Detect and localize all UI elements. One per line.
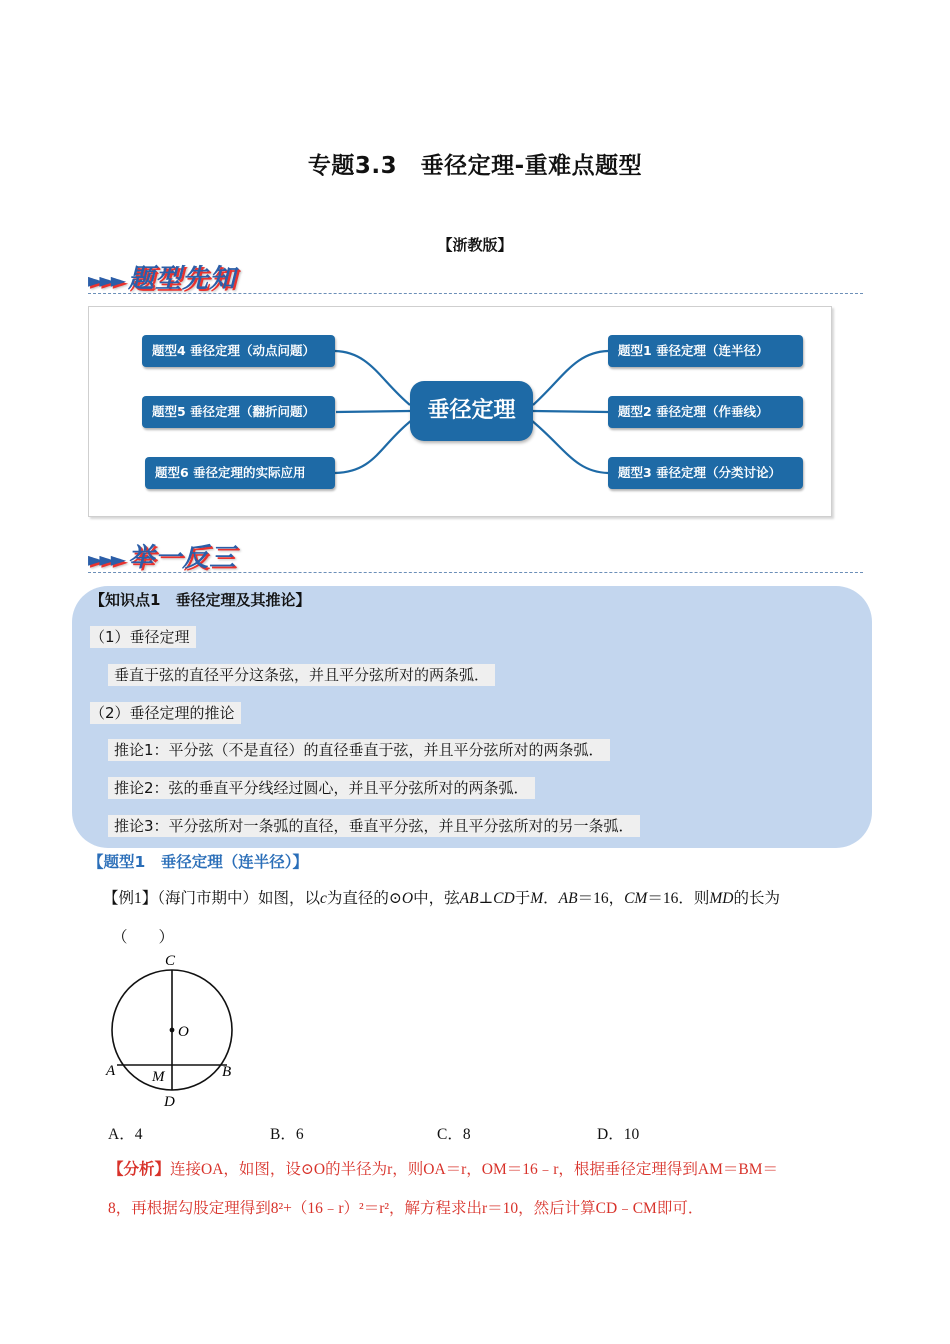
connector-left-2 — [336, 411, 410, 412]
mindmap-node-type5: 题型5 垂径定理（翻折问题） — [142, 396, 335, 428]
line2-text: 推论1：平分弦（不是直径）的直径垂直于弦，并且平分弦所对的两条弧． — [108, 739, 610, 761]
q-var: CD — [493, 890, 515, 907]
divider — [88, 572, 863, 573]
knowledge-line1 — [108, 664, 495, 685]
triple-arrow-icon: ►►► — [88, 547, 123, 571]
line3-text: 推论2：弦的垂直平分线经过圆心，并且平分弦所对的两条弧． — [108, 777, 535, 799]
connector-left-1 — [335, 351, 410, 405]
mindmap-center: 垂径定理 — [410, 381, 533, 441]
option-b: B．6 — [270, 1126, 304, 1143]
q-var: AB — [558, 890, 578, 907]
knowledge-heading: 【知识点1 垂径定理及其推论】 — [90, 591, 311, 609]
q-var: CM — [624, 890, 648, 907]
sub2-text: （2）垂径定理的推论 — [90, 702, 241, 724]
edition-label: 【浙教版】 — [437, 236, 513, 254]
mindmap-node-type4: 题型4 垂径定理（动点问题） — [142, 335, 335, 367]
page-title: 专题3.3 垂径定理-重难点题型 — [307, 153, 643, 179]
mindmap-node-type2: 题型2 垂径定理（作垂线） — [608, 396, 803, 428]
analysis-line1 — [108, 1157, 778, 1179]
analysis-text-1: 连接OA，如图，设⊙O的半径为r，则OA＝r，OM＝16﹣r，根据垂径定理得到AM＝BM＝ — [170, 1161, 779, 1178]
q-part: ＝16．则 — [647, 890, 710, 907]
section-banner-examples — [88, 537, 236, 574]
knowledge-sub2 — [90, 702, 241, 723]
mindmap-node-type6: 题型6 垂径定理的实际应用 — [145, 457, 335, 489]
triple-arrow-icon: ►►► — [88, 268, 123, 292]
label-O: O — [178, 1024, 189, 1040]
label-M: M — [152, 1069, 165, 1085]
option-a: A．4 — [108, 1126, 143, 1143]
example1-question — [103, 886, 873, 908]
q-var: M — [530, 890, 544, 907]
type1-heading: 【题型1 垂径定理（连半径）】 — [88, 853, 309, 871]
q-var: MD — [709, 890, 734, 907]
line1-text: 垂直于弦的直径平分这条弦，并且平分弦所对的两条弧． — [108, 664, 495, 686]
circle-figure — [100, 948, 250, 1113]
q-part: ． — [543, 890, 559, 907]
q-part: 中，弦 — [413, 890, 460, 907]
answer-paren: （ ） — [112, 929, 175, 946]
knowledge-line2 — [108, 739, 610, 760]
banner-text: 举一反三 — [128, 543, 237, 573]
knowledge-line4 — [108, 815, 640, 836]
connector-right-1 — [533, 351, 608, 405]
mindmap-node-type3: 题型3 垂径定理（分类讨论） — [608, 457, 803, 489]
line4-text: 推论3：平分弦所对一条弧的直径，垂直平分弦，并且平分弦所对的另一条弧． — [108, 815, 640, 837]
connector-right-2 — [533, 411, 608, 412]
analysis-label: 【分析】 — [108, 1161, 171, 1178]
q-var: AB — [459, 890, 479, 907]
connector-right-3 — [531, 420, 608, 473]
label-B: B — [222, 1064, 232, 1080]
mindmap-connectors — [0, 0, 950, 560]
mindmap-node-type1: 题型1 垂径定理（连半径） — [608, 335, 803, 367]
option-d: D．10 — [597, 1126, 640, 1143]
knowledge-sub1 — [90, 626, 196, 647]
q-var: O — [401, 890, 414, 907]
q-part: 为直径的⊙ — [326, 890, 402, 907]
center-point — [170, 1028, 175, 1033]
analysis-line2: 8，再根据勾股定理得到8²+（16﹣r）²＝r²，解方程求出r＝10，然后计算CD﹣CM即可． — [108, 1200, 704, 1217]
label-A: A — [106, 1063, 116, 1079]
q-part: 于 — [514, 890, 531, 907]
banner-text: 题型先知 — [128, 264, 237, 294]
q-part: ⊥ — [478, 890, 494, 907]
q-var: c — [320, 890, 327, 907]
label-D: D — [164, 1094, 175, 1110]
option-c: C．8 — [437, 1126, 471, 1143]
q-part: ＝16， — [577, 890, 625, 907]
knowledge-line3 — [108, 777, 535, 798]
q-part: 的长为 — [733, 890, 780, 907]
label-C: C — [165, 953, 176, 969]
q-part: 【例1】（海门市期中）如图，以 — [103, 890, 321, 907]
connector-left-3 — [335, 420, 412, 473]
sub1-text: （1）垂径定理 — [90, 626, 196, 648]
